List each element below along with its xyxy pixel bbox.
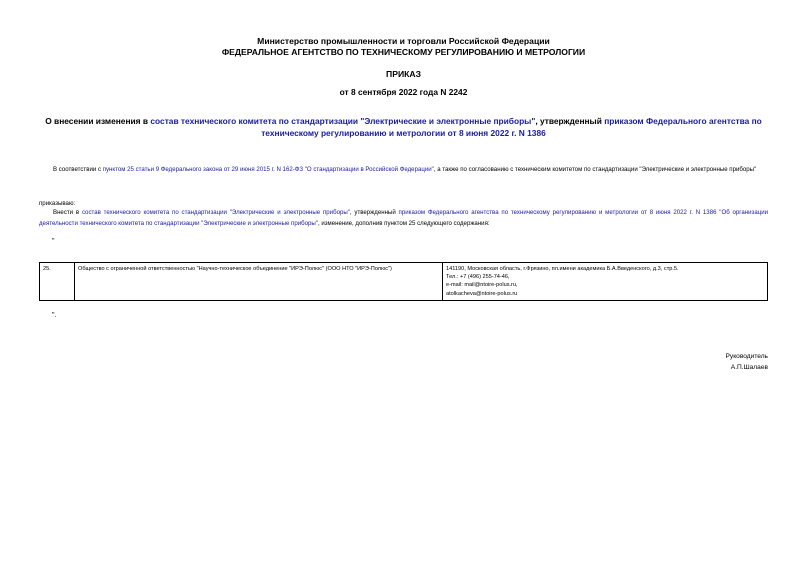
email-secondary: atolkacheva@ntoire-polus.ru: [446, 290, 518, 297]
paragraph-text: , изменение, дополнив пунктом 25 следующего содержания:: [317, 220, 490, 227]
organization-name: Общество с ограниченной ответственностью "Научно-техническое объединение "ИРЭ-Полюс" (ООО НТО "ИРЭ-Полюс"): [75, 263, 443, 301]
paragraph-text: Внести в: [53, 209, 82, 216]
signatory-name: А.П.Шалаев: [730, 364, 768, 371]
signatory-position: Руководитель: [725, 353, 768, 360]
committee-member-table: [39, 262, 768, 301]
quote-close: ".: [52, 312, 57, 319]
paragraph-order-word: приказываю:: [39, 200, 76, 207]
title-link-committee[interactable]: состав технического комитета по стандартизации "Электрические и электронные приборы": [150, 116, 536, 126]
email-primary: e-mail: mail@ntoire-polus.ru,: [446, 282, 518, 289]
order-link[interactable]: приказом Федерального агентства по техническому регулированию и метрологии от 8 июня 2022 г. N 1386 "Об организации деятельности технического комитета по стандартизации "Электрические и электронные приборы": [39, 209, 769, 227]
title-text: О внесении изменения в: [45, 116, 151, 126]
paragraph-amendment: [39, 207, 768, 229]
paragraph-text: , а также по согласованию с техническим комитетом по стандартизации "Электрические и электронные приборы": [433, 166, 757, 173]
paragraph-text: В соответствии с: [53, 166, 103, 173]
contact-info: [443, 263, 768, 301]
ministry-heading: Министерство промышленности и торговли Российской Федерации: [257, 36, 550, 46]
quote-open: ": [52, 238, 55, 245]
title-link-order[interactable]: приказом Федерального агентства по техническому регулированию и метрологии от 8 июня 2022 г. N 1386: [261, 116, 762, 138]
address: 141190, Московская область, г.Фрязино, пл.имени академика Б.А.Введенского, д.3, стр.5.: [446, 266, 679, 272]
title-text: , утвержденный: [535, 116, 605, 126]
row-number: 25.: [40, 263, 75, 301]
table-row: [40, 263, 768, 301]
document-date-number: от 8 сентября 2022 года N 2242: [339, 87, 468, 97]
document-title: [0, 115, 807, 139]
law-link[interactable]: пунктом 25 статьи 9 Федерального закона от 29 июня 2015 г. N 162-ФЗ "О стандартизации в Российской Федерации": [102, 166, 434, 173]
agency-heading: ФЕДЕРАЛЬНОЕ АГЕНТСТВО ПО ТЕХНИЧЕСКОМУ РЕГУЛИРОВАНИЮ И МЕТРОЛОГИИ: [221, 47, 586, 57]
paragraph-text: , утвержденный: [349, 209, 399, 216]
paragraph-basis: [39, 164, 768, 175]
committee-link[interactable]: состав технического комитета по стандартизации "Электрические и электронные приборы": [81, 209, 350, 216]
document-type: ПРИКАЗ: [386, 69, 421, 79]
phone: Тел.: +7 (496) 255-74-46,: [446, 274, 510, 281]
